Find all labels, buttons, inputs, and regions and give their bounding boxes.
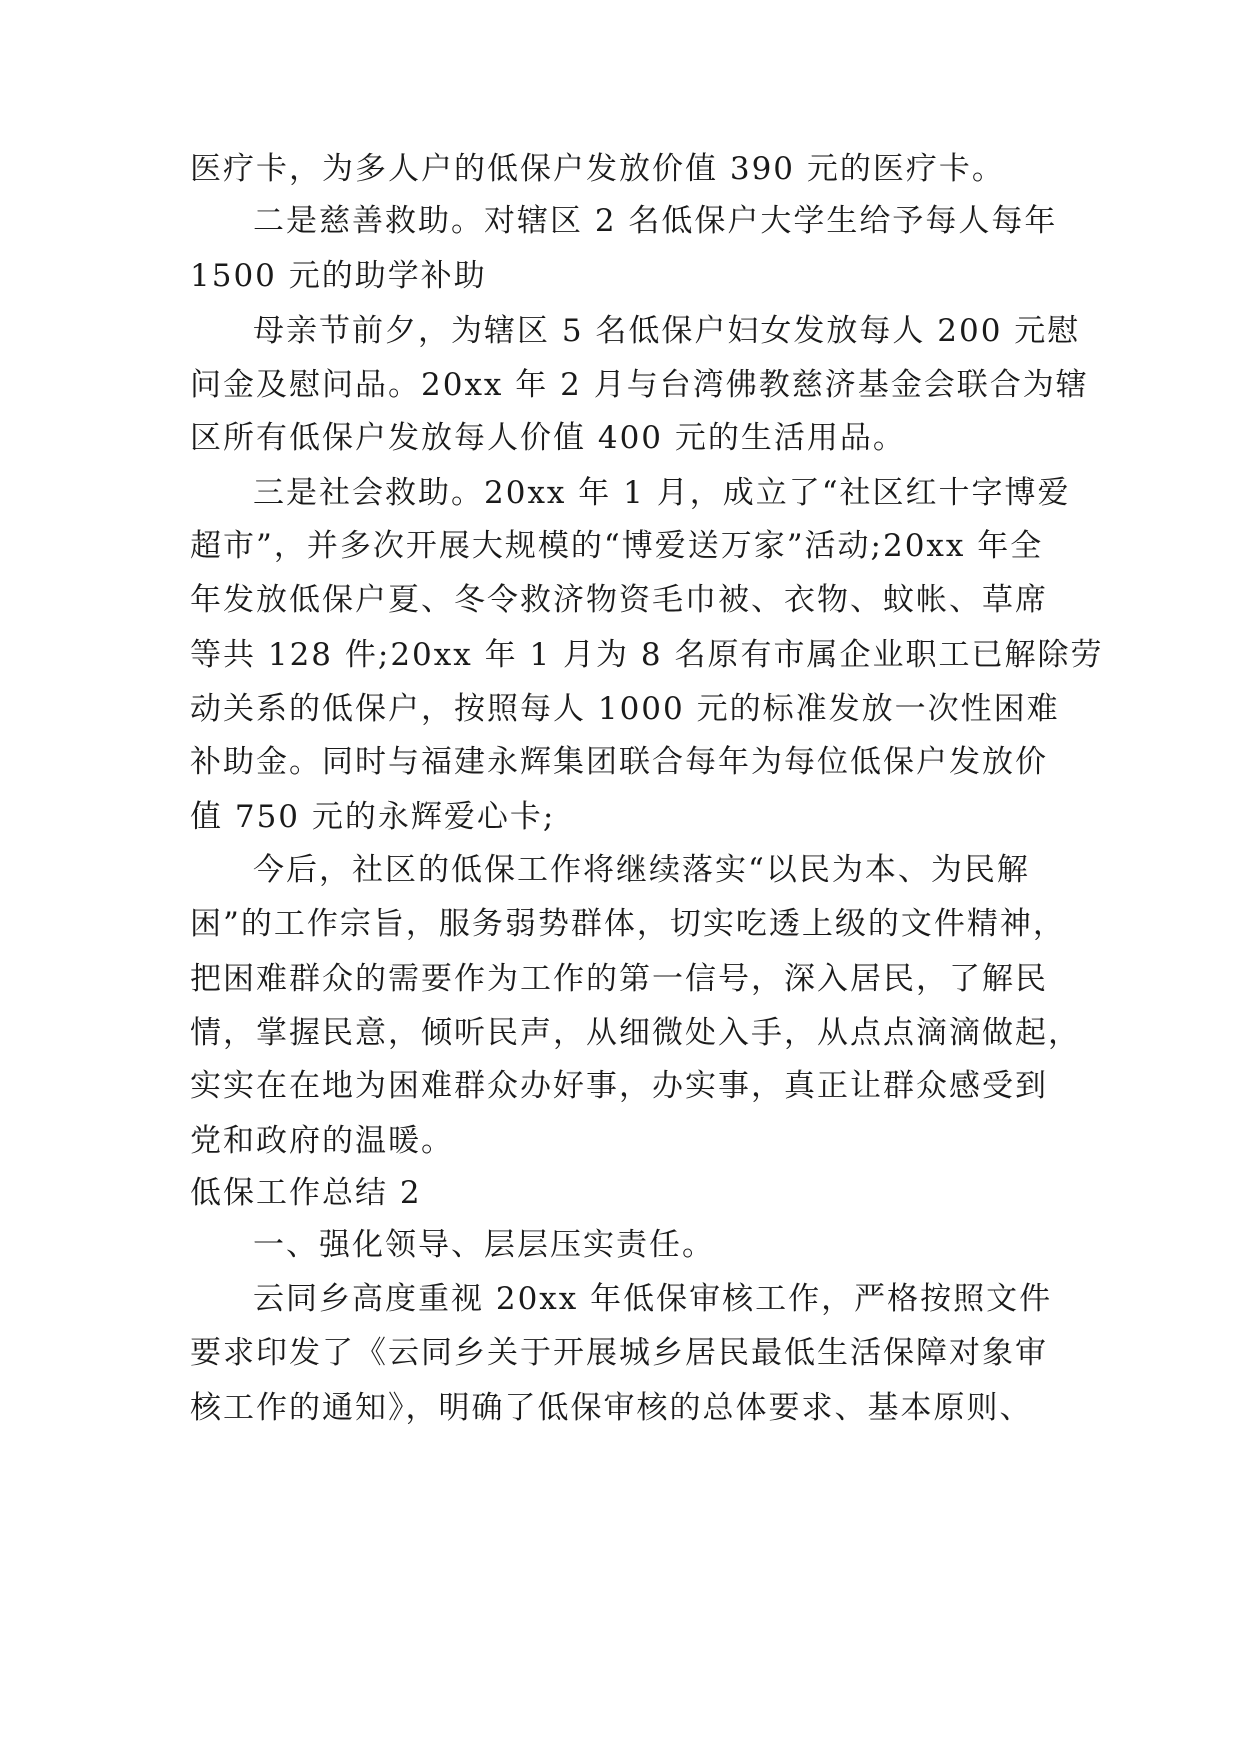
text-line: 今后，社区的低保工作将继续落实“以民为本、为民解 — [253, 852, 1030, 888]
text-line: 补助金。同时与福建永辉集团联合每年为每位低保户发放价 — [190, 744, 1048, 780]
text-line: 1500 元的助学补助 — [190, 258, 487, 294]
text-line: 核工作的通知》，明确了低保审核的总体要求、基本原则、 — [190, 1390, 1033, 1426]
text-line: 母亲节前夕，为辖区 5 名低保户妇女发放每人 200 元慰 — [253, 313, 1081, 349]
text-line: 党和政府的温暖。 — [190, 1123, 454, 1159]
text-line: 一、强化领导、层层压实责任。 — [253, 1227, 715, 1263]
text-line: 超市”，并多次开展大规模的“博爱送万家”活动;20xx 年全 — [190, 528, 1044, 564]
text-line: 值 750 元的永辉爱心卡; — [190, 799, 556, 835]
text-line: 等共 128 件;20xx 年 1 月为 8 名原有市属企业职工已解除劳 — [190, 637, 1104, 673]
text-line: 动关系的低保户，按照每人 1000 元的标准发放一次性困难 — [190, 691, 1060, 727]
text-line: 二是慈善救助。对辖区 2 名低保户大学生给予每人每年 — [253, 203, 1058, 239]
text-line: 要求印发了《云同乡关于开展城乡居民最低生活保障对象审 — [190, 1335, 1048, 1371]
text-line: 区所有低保户发放每人价值 400 元的生活用品。 — [190, 420, 906, 456]
text-line: 问金及慰问品。20xx 年 2 月与台湾佛教慈济基金会联合为辖 — [190, 367, 1089, 403]
section-heading: 低保工作总结 2 — [190, 1175, 422, 1211]
text-line: 年发放低保户夏、冬令救济物资毛巾被、衣物、蚊帐、草席 — [190, 582, 1048, 618]
text-line: 实实在在地为困难群众办好事，办实事，真正让群众感受到 — [190, 1068, 1048, 1104]
text-line: 三是社会救助。20xx 年 1 月，成立了“社区红十字博爱 — [253, 475, 1071, 511]
text-line: 云同乡高度重视 20xx 年低保审核工作，严格按照文件 — [253, 1281, 1053, 1317]
text-line: 把困难群众的需要作为工作的第一信号，深入居民，了解民 — [190, 961, 1048, 997]
text-line: 情，掌握民意，倾听民声，从细微处入手，从点点滴滴做起， — [190, 1015, 1081, 1051]
text-line: 医疗卡，为多人户的低保户发放价值 390 元的医疗卡。 — [190, 151, 1005, 187]
text-line: 困”的工作宗旨，服务弱势群体，切实吃透上级的文件精神， — [190, 906, 1066, 942]
